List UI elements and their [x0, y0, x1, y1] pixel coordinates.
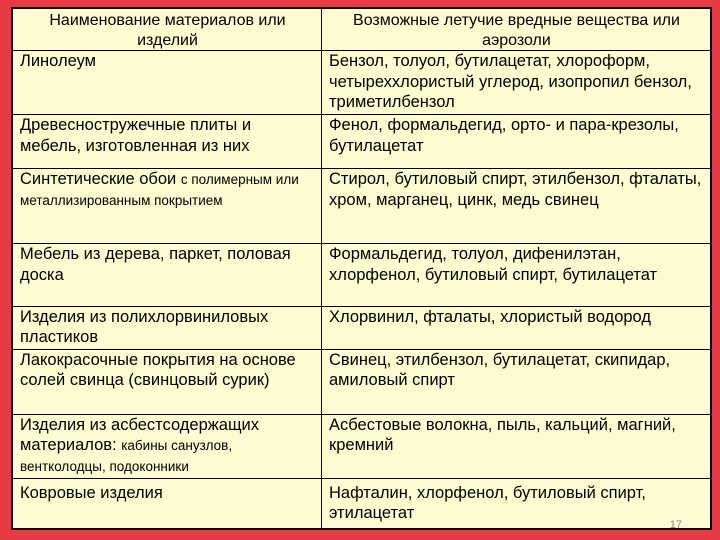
- substances-cell: Фенол, формальдегид, орто- и пара-крезолы, бутилацетат: [322, 115, 711, 169]
- page-number: 17: [669, 519, 682, 531]
- table-row: [13, 478, 711, 528]
- material-cell: Ковровые изделия: [13, 478, 322, 528]
- substances-cell: Свинец, этилбензол, бутилацетат, скипидар, амиловый спирт: [322, 349, 711, 414]
- header-substances: Возможные летучие вредные вещества или аэрозоли: [322, 9, 711, 51]
- header-materials: Наименование материалов или изделий: [13, 9, 322, 51]
- material-cell: Изделия из асбестсодержащих материалов: кабины санузлов, вентколодцы, подоконники: [13, 414, 322, 478]
- material-cell: Изделия из полихлорвиниловых пластиков: [13, 306, 322, 349]
- material-cell: Лакокрасочные покрытия на основе солей свинца (свинцовый сурик): [13, 349, 322, 414]
- material-cell: Линолеум: [13, 51, 322, 115]
- table-row: [13, 414, 711, 478]
- table-row: [13, 115, 711, 169]
- materials-table: [11, 7, 712, 530]
- substances-cell: Нафталин, хлорфенол, бутиловый спирт, этилацетат: [322, 478, 711, 528]
- table-row: [13, 349, 711, 414]
- material-cell: Мебель из дерева, паркет, половая доска: [13, 244, 322, 307]
- table-header-row: [13, 9, 711, 51]
- substances-cell: Стирол, бутиловый спирт, этилбензол, фталаты, хром, марганец, цинк, медь свинец: [322, 169, 711, 244]
- material-cell: Синтетические обои с полимерным или металлизированным покрытием: [13, 169, 322, 244]
- table-row: [13, 51, 711, 115]
- substances-cell: Хлорвинил, фталаты, хлористый водород: [322, 306, 711, 349]
- table-row: [13, 244, 711, 307]
- substances-cell: Бензол, толуол, бутилацетат, хлороформ, четыреххлористый углерод, изопропил бензол, триметилбензол: [322, 51, 711, 115]
- table-row: [13, 169, 711, 244]
- substances-cell: Асбестовые волокна, пыль, кальций, магний, кремний: [322, 414, 711, 478]
- material-note: с полимерным или металлизированным покрытием: [20, 172, 299, 208]
- table-row: [13, 306, 711, 349]
- material-note: кабины санузлов, вентколодцы, подоконники: [20, 438, 233, 474]
- material-cell: Древесностружечные плиты и мебель, изготовленная из них: [13, 115, 322, 169]
- substances-cell: Формальдегид, толуол, дифенилэтан, хлорфенол, бутиловый спирт, бутилацетат: [322, 244, 711, 307]
